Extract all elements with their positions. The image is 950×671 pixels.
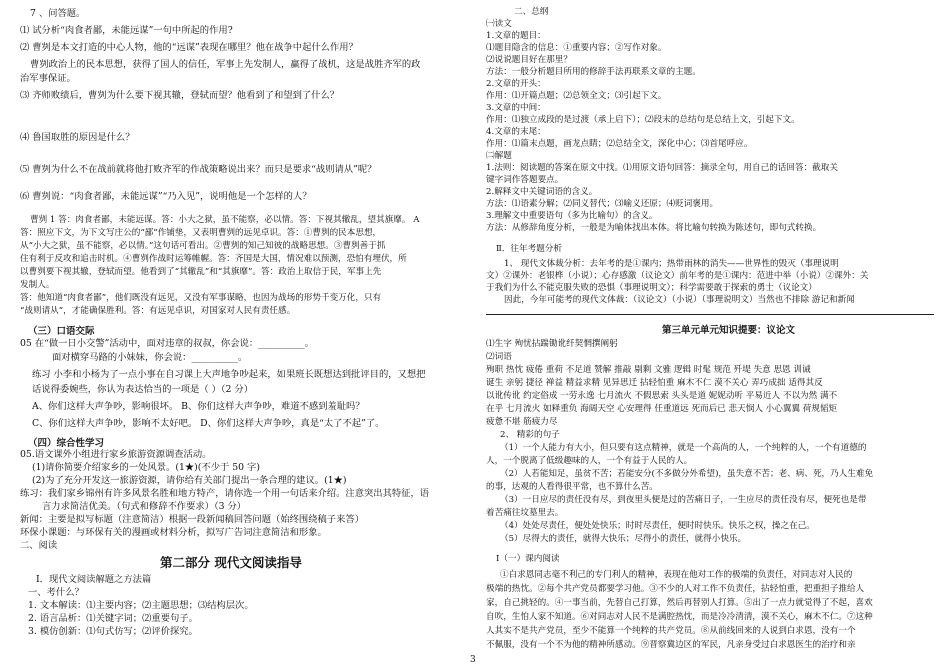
comp-line: 新闻：主要是拟写标题（注意简洁）根据一段新闻稿回答问题（始终围绕稿子来答）: [20, 514, 364, 525]
past-exam-line: 1、 现代文体裁分析：去年考的是①课内；热带雨林的消失——世界性的毁灭（事理说明: [504, 259, 839, 269]
past-exam-line: 于我们为什么不能克服失败的恐惧（事理说明文）；科学需要敢于探索的勇士（议论文）: [486, 283, 817, 293]
summary-line: 作用：⑴开篇点题；⑵总领全文；⑶引起下文。: [486, 91, 667, 101]
reading-title: Ⅰ（一）课内阅读: [496, 554, 560, 564]
summary-line: 作用：⑴篇末点题，画龙点睛；⑵总结全文，深化中心；⑶首尾呼应。: [486, 139, 753, 149]
unit3-line: （2）人若能知足，虽贫不苦；若能安分(不多做分外希望)，虽失意不苦；老、病、死，乃人生难免: [500, 469, 874, 479]
summary-line: 作用：⑴独立成段的是过渡（承上启下）；⑵段末的总结句是总结上文，引起下文。: [486, 115, 800, 125]
past-exam-line: 因此，今年可能考的现代文体裁：（议论文）（小说）（事理说明文）当然也不排除 游记和新闻: [504, 295, 855, 305]
oral-line: 话说得委婉些，你认为表达恰当的一项是（ ）（2 分）: [32, 384, 254, 395]
summary-line: 方法：从修辞角度分析，一般是为喻体找出本体。将比喻句转换为陈述句，即句式转换。: [486, 223, 822, 233]
answer-line: 曹刿 1 答：肉食者鄙，未能远谋。答：小大之狱，虽不能察，必以情。答：下视其辙乱，望其旗靡。 A: [30, 215, 420, 225]
summary-line: 二、总纲: [514, 7, 549, 17]
answer-line: 发制人。: [20, 280, 55, 290]
unit3-line: 殉职 热忱 疲倦 重荷 不足道 赞解 推敲 剔剩 文雅 逻辑 时髦 规范 歼堤 失意 思恩 训诫: [486, 365, 811, 375]
q7-sub-5: ⑸ 曹刿为什么不在战前就将他打败齐军的作战策略说出来？而只是要求“战则请从”呢？: [20, 164, 377, 175]
unit3-line: ⑴生字 殉忧拈踹锄讹纤契惘撰阐躬: [486, 339, 618, 349]
part2-line: 3. 模仿创新：⑴句式仿写；⑵评价探究。: [28, 626, 198, 637]
unit3-line: 的事，达观的人看得很平常，也不算什么苦。: [486, 482, 658, 492]
unit3-line: 诞生 亲躬 捷径 禅益 精益求精 见异思迁 拈轻怕重 麻木不仁 漠不关心 弄巧成拙 适得其反: [486, 378, 823, 388]
summary-line: 2.解释文中关键词语的含义。: [486, 187, 598, 197]
answer-line: “战则请从”，才能确保胜利。答：有远见卓识，对国家对人民有责任感。: [20, 306, 296, 316]
unit3-line: ⑵词语: [486, 352, 512, 362]
reading-line: ①白求恩同志毫不利己的专门利人的精神，表现在他对工作的极端的负责任，对同志对人民的: [500, 570, 853, 580]
section-title-comprehensive: （四）综合性学习: [28, 438, 105, 449]
summary-line: 方法：⑴语素分解；⑵同义替代；⑶喻义还原；⑷贬词褒用。: [486, 199, 719, 209]
summary-line: 3.文章的中间：: [486, 103, 546, 113]
comp-line: 练习：我们家乡锦州有许多风景名胜和地方特产，请你选一个用一句话来介绍。注意突出其特征，语: [20, 488, 430, 499]
past-exam-title: Ⅱ．往年考题分析: [496, 244, 562, 254]
summary-line: 2.文章的开头：: [486, 79, 546, 89]
summary-line: 1.法则：阅读题的答案在原文中找。⑴用原文语句回答：摘录全句，用自己的话回答：截取关: [486, 163, 838, 173]
part2-title: 第二部分 现代文阅读指导: [160, 555, 302, 570]
part2-line: 一、考什么？: [28, 587, 84, 598]
unit3-line: 人，一个脱离了低级趣味的人，一个有益于人民的人。: [486, 456, 693, 466]
part2-line: 2. 语言品析：⑴关键字词；⑵重要句子。: [28, 613, 198, 624]
comp-line: 二、阅读: [20, 540, 58, 551]
reading-line: 自吹，生怕人家不知道。⑥对同志对人民不是满腔热忱，而是冷冷清清，漠不关心，麻木不仁。⑦这种: [486, 612, 873, 622]
comp-line: 言力求简洁优美。（句式和修辞不作要求）（3 分）: [42, 501, 247, 512]
q7-line: 曹刿政治上的民本思想，获得了国人的信任，军事上先发制人，赢得了战机，这是战胜齐军的政: [30, 59, 421, 70]
unit3-line: （5）尽得大的责任，就得大快乐；尽得小的责任，就得小快乐。: [500, 534, 747, 544]
reading-line: 极端的热忱。②每个共产党员都要学习他。③不少的人对工作不负责任，拈轻怕重，把重担子推给人: [486, 584, 865, 594]
unit3-line: （3）一日应尽的责任没有尽，到夜里头便是过的苦痛日子，一生应尽的责任没有尽，便死也是带: [500, 495, 867, 505]
q7-sub-4: ⑷ 鲁国取胜的原因是什么？: [20, 132, 135, 143]
summary-line: ⑵说说题目好在那里？: [486, 55, 572, 65]
comp-line: 05.语文课外小组进行家乡旅游资源调查活动。: [20, 449, 212, 460]
summary-line: ㈠读文: [486, 19, 512, 29]
summary-line: 方法：一般分析题目所用的修辞手法再联系文章的主题。: [486, 67, 701, 77]
unit3-line: 着苦痛往坟墓里去。: [486, 508, 564, 518]
unit3-line: （4）处处尽责任，便处处快乐；时时尽责任，便时时快乐。快乐之权，操之在己。: [500, 521, 815, 531]
oral-line: 05 在“做一日小交警”活动中，面对违章的叔叔，你会说：__________。: [20, 338, 314, 349]
summary-line: 键字词作答题要点。: [486, 175, 564, 185]
oral-line: 面对横穿马路的小妹妹，你会说：__________。: [52, 352, 248, 363]
section-divider: [486, 314, 934, 315]
q7-line: ⑴ 试分析“肉食者鄙，未能远谋”一句中所起的作用?: [20, 25, 233, 36]
reading-line: 家，自己挑轻的。④一事当前，先替自己打算，然后再替别人打算。⑤出了一点力就觉得了不起，喜欢: [486, 598, 873, 608]
summary-line: ⑴题目隐含的信息：①重要内容；②写作对象。: [486, 43, 667, 53]
unit3-line: （1）一个人能力有大小，但只要有这点精神，就是一个高尚的人，一个纯粹的人，一个有道德的: [500, 443, 867, 453]
unit3-title: 第三单元单元知识提要：议论文: [662, 325, 796, 336]
past-exam-line: 文）②课外：老银桦（小说）；心存感激（议论文）前年考的是①课内：范进中举（小说）②课外：关: [486, 271, 869, 281]
q7-title: 7 、问答题。: [30, 8, 86, 19]
summary-line: ㈡解题: [486, 151, 512, 161]
part2-line: 1. 文本解读：⑴主要内容；⑵主题思想；⑶结构层次。: [28, 600, 254, 611]
unit3-line: 疲惫不堪 筋疲力尽: [486, 417, 558, 427]
part2-line: Ⅰ．现代文阅读解题之方法篇: [36, 574, 152, 585]
answer-line: 住有利于反攻和追击时机。④曹刿作战时运筹帷幄。答：齐国是大国，情况难以预测，恐怕有埋伏，所: [20, 254, 407, 264]
comp-line: (1)请你简要介绍家乡的一处风景。(1★)(不少于 50 字): [32, 462, 260, 473]
answer-line: 以曹刿要下视其辙，登轼而望。他看到了“其辙乱”和“其旗靡”。答：政治上取信于民，军事上先: [20, 267, 382, 277]
summary-line: 1.文章的题目：: [486, 31, 546, 41]
reading-line: 不佩服，没有一个不为他的精神所感动。⑨晋察冀边区的军民，凡亲身受过白求恩医生的治疗和亲: [486, 640, 856, 650]
unit3-line: 在乎 七月流火 如释重负 海阔天空 心安理得 任重道远 死而后已 悲天悯人 小心翼翼 荷规韬矩: [486, 404, 838, 414]
answer-line: 从“小大之狱，虽不能察，必以情。”这句话可看出。②曹刿的知己知彼的战略思想。③曹刿善于抓: [20, 241, 386, 251]
comp-line: 环保小课题：与环保有关的漫画或材料分析，拟写广告词注意简洁和形象。: [20, 527, 327, 538]
summary-line: 4.文章的末尾：: [486, 127, 546, 137]
unit3-line: 以讹传讹 约定俗成 一劳永逸 七月流火 不假思索 头头是道 妮妮动听 平易近人 不以为然 满不: [486, 391, 838, 401]
oral-option: A、你们这样大声争吵，影响很坏。 B、你们这样大声争吵，难道不感到羞耻吗？: [32, 401, 365, 412]
reading-line: 人其实不是共产党员，至少不能算一个纯粹的共产党员。⑧从前线回来的人说到白求恩，没有一个: [486, 626, 856, 636]
q7-sub-6: ⑹ 曹刿说：“肉食者鄙，未能远谋”“乃入见”，说明他是一个怎样的人？: [20, 191, 312, 202]
q7-line: ⑵ 曹刿是本文打造的中心人物，他的“远谋”表现在哪里？他在战争中起什么作用？: [20, 42, 358, 53]
q7-line: 治军事保证。: [20, 73, 76, 84]
oral-line: 练习 小李和小杨为了一点小事在自习课上大声地争吵起来，如果班长既想达到批评目的，又想把: [32, 369, 426, 380]
answer-line: 答：照应下文，为下文写庄公的“鄙”作铺垫，又表明曹刿的远见卓识。答：①曹刿的民本思想，: [20, 228, 382, 238]
oral-option: C、你们这样大声争吵，影响不太好吧。 D、你们这样大声争吵，真是“太了不起”了。: [32, 418, 385, 429]
section-title-oral: （三）口语交际: [28, 326, 95, 337]
summary-line: 3.理解文中重要语句（多为比喻句）的含义。: [486, 211, 658, 221]
comp-line: (2)为了充分开发这一旅游资源，请你给有关部门提出一条合理的建议。(1★): [32, 475, 347, 486]
unit3-line: 2、 精彩的句子: [500, 430, 560, 440]
answer-line: 答：他知道“肉食者鄙”，他们既没有远见，又没有军事谋略，也因为战场的形势千变万化，只有: [20, 293, 382, 303]
q7-line: ⑶ 齐师败绩后，曹刿为什么要下视其辙，登轼而望？他看到了和望到了什么？: [20, 90, 340, 101]
page-number: 3: [470, 655, 476, 665]
